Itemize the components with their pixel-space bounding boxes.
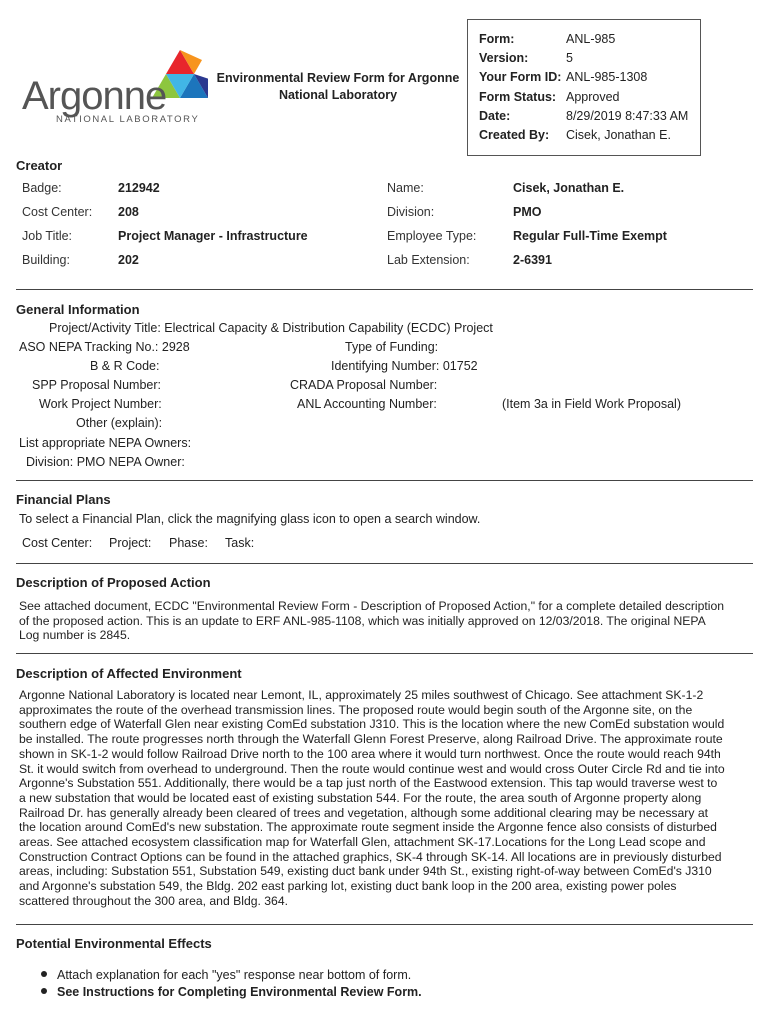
form-title: [208, 70, 468, 104]
nepa-owners: List appropriate NEPA Owners:: [19, 436, 192, 450]
spp-proposal-number: SPP Proposal Number:: [32, 378, 161, 392]
effects-instruction-1: Attach explanation for each "yes" response near bottom of form.: [57, 968, 412, 982]
building-label: Building:: [22, 253, 70, 267]
item-3a-note: (Item 3a in Field Work Proposal): [502, 397, 681, 411]
lab-extension-value: 2-6391: [513, 253, 552, 267]
project-activity-title: Project/Activity Title: Electrical Capacity & Distribution Capability (ECDC) Project: [49, 321, 493, 335]
financial-plans-title: Financial Plans: [16, 492, 111, 507]
logo-subtitle: NATIONAL LABORATORY: [56, 114, 200, 125]
affected-env-line: Argonne National Laboratory is located near Lemont, IL, approximately 25 miles southwest of Chicago. See attachment SK-1-2: [19, 688, 704, 702]
form-value: ANL-985: [566, 32, 616, 46]
logo-wordmark: Argonne: [22, 74, 167, 118]
form-status-label: Form Status:: [479, 90, 557, 104]
form-id-label: Your Form ID:: [479, 70, 562, 84]
creator-title: Creator: [16, 158, 63, 173]
fp-phase-label: Phase:: [169, 536, 208, 550]
affected-env-line: Argonne's Substation 551. Additionally, there would be a tap just north of the Eastwood extension. This tap would traverse west to: [19, 776, 718, 791]
division-nepa-owner: Division: PMO NEPA Owner:: [26, 455, 185, 469]
affected-env-line: southern edge of Waterfall Glen near existing ComEd substation J310. This is the location where the new ComEd substation would: [19, 717, 725, 732]
affected-env-line: shown in SK-1-2 would follow Railroad Drive north to the 100 area where it would turn northwest. Once the route would reach 94th: [19, 746, 721, 761]
work-project-number: Work Project Number:: [39, 397, 162, 411]
divider: [16, 924, 753, 925]
other-explain: Other (explain):: [76, 416, 163, 430]
version-value: 5: [566, 51, 573, 65]
general-info-title: General Information: [16, 302, 140, 317]
form-title-line2: National Laboratory: [278, 88, 398, 102]
cost-center-label: Cost Center:: [22, 205, 93, 219]
proposed-action-line: Log number is 2845.: [19, 628, 131, 643]
affected-env-line: Railroad Dr. has generally already been cleared of trees and vegetation, although some additional clearing may be necessary at: [19, 805, 709, 820]
financial-plan-instructions: To select a Financial Plan, click the magnifying glass icon to open a search window.: [19, 512, 481, 526]
cost-center-value: 208: [118, 205, 139, 219]
created-by-label: Created By:: [479, 128, 550, 142]
type-of-funding: Type of Funding:: [345, 340, 439, 354]
created-by-value: Cisek, Jonathan E.: [566, 128, 671, 142]
affected-env-line: areas. See attached ecosystem classification map for Waterfall Glen, attachment SK-17.Locations for the Long Lead scope and: [19, 835, 706, 850]
affected-env-line: areas, including: Substation 551, Substation 549, existing duct bank under 94th St., existing right-of-way between ComEd's J310: [19, 864, 712, 879]
badge-label: Badge:: [22, 181, 62, 195]
affected-env-line: approximates the route of the overhead transmission lines. The proposed route would begin south of the Argonne site, on the: [19, 702, 693, 717]
date-value: 8/29/2019 8:47:33 AM: [566, 109, 689, 123]
affected-env-line: the location around ComEd's new substation. The approximate route segment inside the Argonne fence also consists of disturbed: [19, 820, 717, 835]
date-label: Date:: [479, 109, 511, 123]
divider: [16, 563, 753, 564]
division-label: Division:: [387, 205, 435, 219]
employee-type-label: Employee Type:: [387, 229, 477, 243]
fp-project-label: Project:: [109, 536, 152, 550]
name-label: Name:: [387, 181, 424, 195]
affected-env-line: a new substation that would be located east of existing substation 544. For the route, the area south of Argonne property along: [19, 790, 702, 805]
badge-value: 212942: [118, 181, 160, 195]
job-title-label: Job Title:: [22, 229, 73, 243]
division-value: PMO: [513, 205, 542, 219]
divider: [16, 289, 753, 290]
affected-env-line: St. it would switch from overhead to underground. Then the route would continue west and would cross Outer Circle Rd and tie into: [19, 761, 725, 776]
form-label: Form:: [479, 32, 515, 46]
affected-environment-title: Description of Affected Environment: [16, 666, 242, 681]
form-meta-box: [467, 19, 701, 156]
br-code: B & R Code:: [90, 359, 160, 373]
job-title-value: Project Manager - Infrastructure: [118, 229, 308, 243]
bullet-icon: [41, 988, 47, 994]
divider: [16, 480, 753, 481]
bullet-icon: [41, 971, 47, 977]
name-value: Cisek, Jonathan E.: [513, 181, 625, 195]
proposed-action-text: [19, 599, 759, 643]
proposed-action-title: Description of Proposed Action: [16, 575, 211, 590]
affected-env-line: be installed. The route progresses north through the Waterfall Glenn Forest Preserve, along Railroad Drive. The approximate route: [19, 732, 723, 747]
fp-task-label: Task:: [225, 536, 255, 550]
environmental-effects-title: Potential Environmental Effects: [16, 936, 212, 951]
form-title-line1: Environmental Review Form for Argonne: [216, 71, 460, 85]
form-id-value: ANL-985-1308: [566, 70, 648, 84]
argonne-logo: [22, 48, 212, 128]
proposed-action-line: of the proposed action. This is an update to ERF ANL-985-1108, which was initially approved on 12/03/2018. The original NEPA: [19, 613, 706, 628]
affected-env-line: scattered throughout the 300 area, and Bldg. 364.: [19, 893, 288, 908]
version-label: Version:: [479, 51, 529, 65]
identifying-number: Identifying Number: 01752: [331, 359, 478, 373]
affected-env-line: Construction Contract Options can be found in the attached graphics, SK-4 through SK-14. All locations are in previously disturbed: [19, 849, 722, 864]
anl-accounting-number: ANL Accounting Number:: [297, 397, 437, 411]
proposed-action-line: See attached document, ECDC "Environmental Review Form - Description of Proposed Action," for a complete detailed description: [19, 599, 725, 613]
employee-type-value: Regular Full-Time Exempt: [513, 229, 667, 243]
crada-proposal-number: CRADA Proposal Number:: [290, 378, 438, 392]
effects-instruction-link[interactable]: See Instructions for Completing Environmental Review Form.: [57, 985, 422, 999]
affected-env-line: and Argonne's substation 549, the Bldg. 202 east parking lot, existing duct bank loop in the 200 area, existing power poles: [19, 879, 677, 894]
divider: [16, 653, 753, 654]
fp-cost-center-label: Cost Center:: [22, 536, 93, 550]
aso-nepa-tracking: ASO NEPA Tracking No.: 2928: [19, 340, 190, 354]
lab-extension-label: Lab Extension:: [387, 253, 470, 267]
building-value: 202: [118, 253, 139, 267]
form-status-value: Approved: [566, 90, 620, 104]
affected-environment-text: [19, 688, 759, 909]
